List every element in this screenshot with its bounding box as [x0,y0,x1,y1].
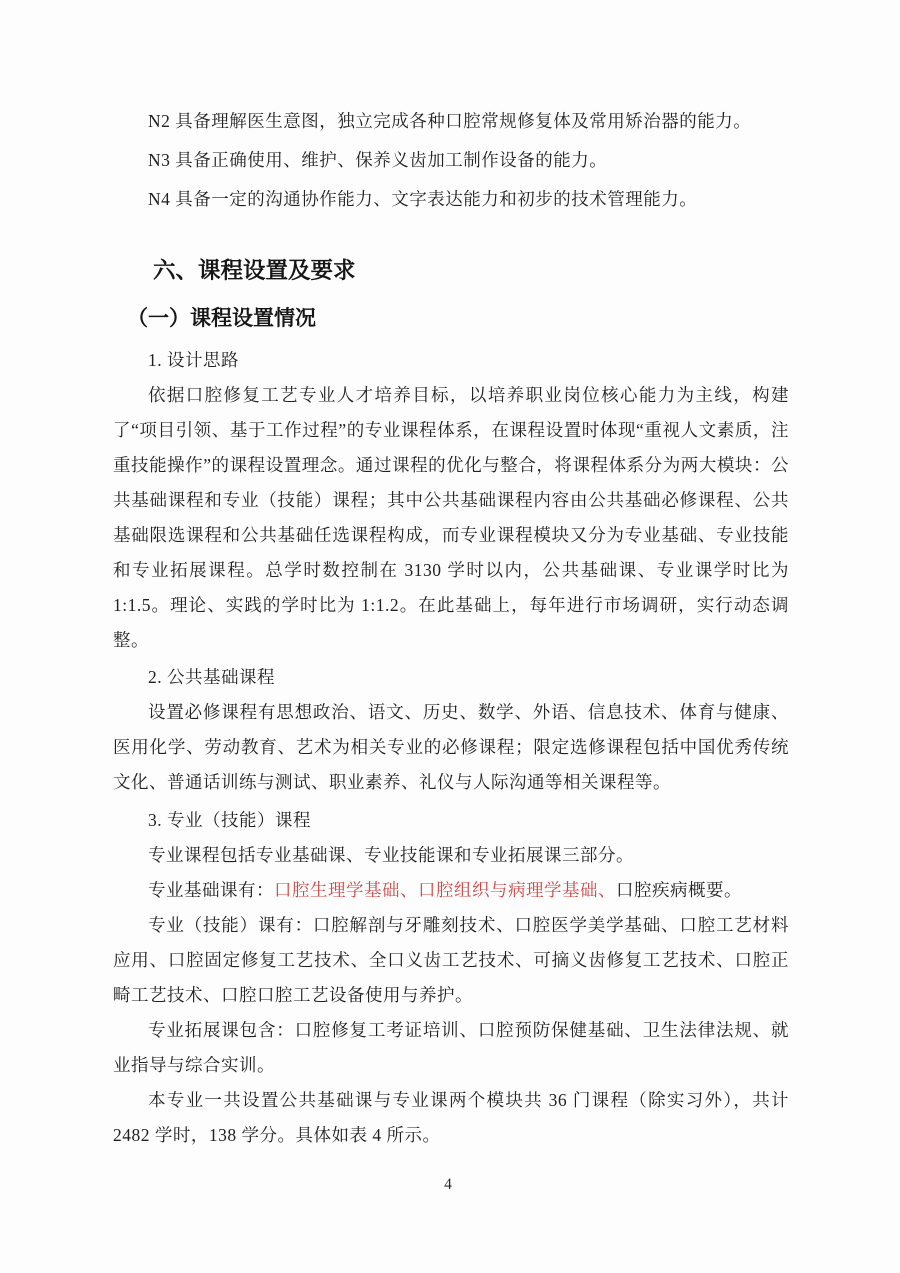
section-heading: 六、课程设置及要求 [153,258,356,283]
basic-courses-prefix: 专业基础课有： [148,880,274,900]
subsection-heading: （一）课程设置情况 [127,307,316,330]
sub3-heading: 3. 专业（技能）课程 [148,810,311,830]
ability-item-n2: N2 具备理解医生意图，独立完成各种口腔常规修复体及常用矫治器的能力。 [148,111,752,131]
sub3-summary: 本专业一共设置公共基础课与专业课两个模块共 36 门课程（除实习外），共计 2482 学时，138 学分。具体如表 4 所示。 [113,1090,789,1145]
sub1-heading: 1. 设计思路 [148,350,239,370]
basic-courses-suffix: 口腔疾病概要。 [616,880,742,900]
sub2-paragraph: 设置必修课程有思想政治、语文、历史、数学、外语、信息技术、体育与健康、医用化学、劳动教育、艺术为相关专业的必修课程；限定选修课程包括中国优秀传统文化、普通话训练与测试、职业素养、礼仪与人际沟通等相关课程等。 [113,702,789,792]
sub3-overview: 专业课程包括专业基础课、专业技能课和专业拓展课三部分。 [148,845,634,865]
sub3-basic-courses [113,873,789,908]
sub1-paragraph: 依据口腔修复工艺专业人才培养目标，以培养职业岗位核心能力为主线，构建了“项目引领、基于工作过程”的专业课程体系，在课程设置时体现“重视人文素质，注重技能操作”的课程设置理念。通过课程的优化与整合，将课程体系分为两大模块：公共基础课程和专业（技能）课程；其中公共基础课程内容由公共基础必修课程、公共基础限选课程和公共基础任选课程构成，而专业课程模块又分为专业基础、专业技能和专业拓展课程。总学时数控制在 3130 学时以内，公共基础课、专业课学时比为 1:1.5。理论、实践的学时比为 1:1.2。在此基础上，每年进行市场调研，实行动态调整。 [113,385,789,650]
sub3-extension-courses: 专业拓展课包含：口腔修复工考证培训、口腔预防保健基础、卫生法律法规、就业指导与综合实训。 [113,1020,789,1075]
sub3-skill-courses: 专业（技能）课有：口腔解剖与牙雕刻技术、口腔医学美学基础、口腔工艺材料应用、口腔固定修复工艺技术、全口义齿工艺技术、可摘义齿修复工艺技术、口腔正畸工艺技术、口腔口腔工艺设备使用与养护。 [113,915,789,1005]
basic-courses-red-highlight: 口腔生理学基础、口腔组织与病理学基础、 [274,880,616,900]
ability-list [113,102,789,219]
page-number: 4 [444,1176,452,1193]
page-content [113,102,789,1153]
ability-item-n4: N4 具备一定的沟通协作能力、文字表达能力和初步的技术管理能力。 [148,189,698,209]
sub2-heading: 2. 公共基础课程 [148,667,275,687]
ability-item-n3: N3 具备正确使用、维护、保养义齿加工制作设备的能力。 [148,150,608,170]
